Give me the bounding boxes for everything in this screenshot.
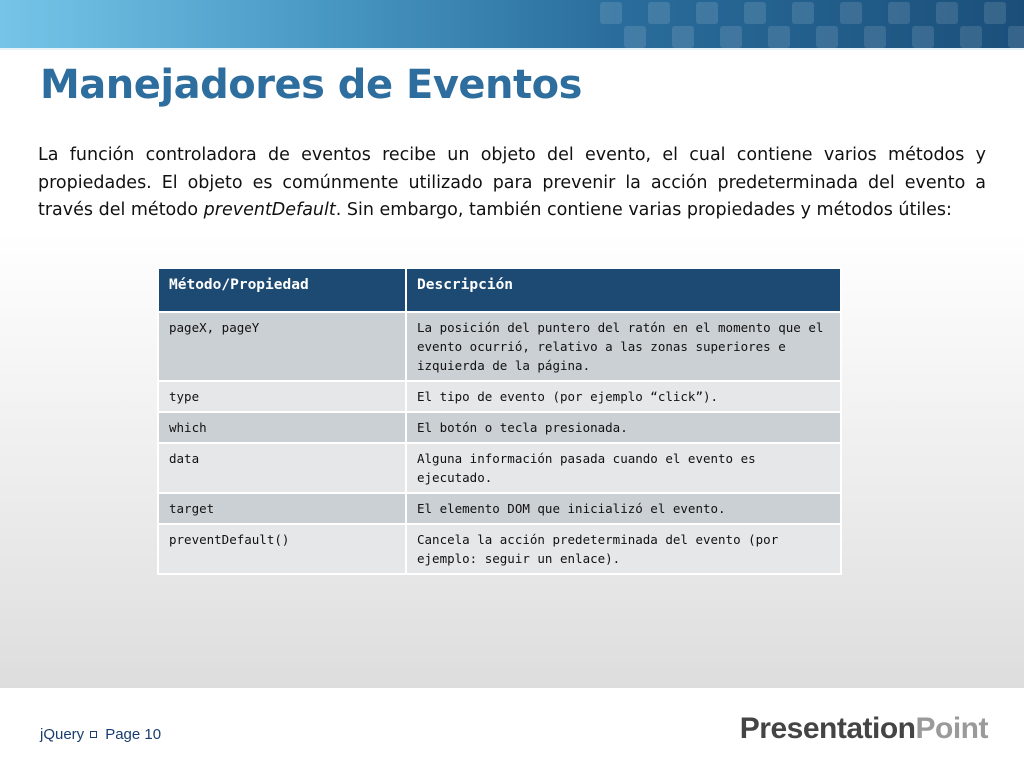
intro-paragraph: [38, 142, 986, 225]
decor-square: [672, 26, 694, 48]
table-row: [158, 381, 841, 412]
decor-square: [1008, 26, 1024, 48]
decor-square: [864, 26, 886, 48]
decor-square: [936, 2, 958, 24]
cell-description: El botón o tecla presionada.: [406, 412, 841, 443]
column-header-description: Descripción: [406, 268, 841, 312]
cell-description: Cancela la acción predeterminada del evento (por ejemplo: seguir un enlace).: [406, 524, 841, 574]
cell-method: target: [158, 493, 406, 524]
page-number: Page 10: [105, 726, 162, 743]
table-row: [158, 493, 841, 524]
table-row: [158, 312, 841, 381]
table-header-row: [158, 268, 841, 312]
decor-square: [696, 2, 718, 24]
table-row: [158, 412, 841, 443]
footer-section: jQuery: [40, 726, 85, 743]
cell-description: Alguna información pasada cuando el evento es ejecutado.: [406, 443, 841, 493]
table-row: [158, 524, 841, 574]
brand-logo-part-1: Presentation: [739, 712, 916, 745]
intro-text-start: La función controladora de eventos recibe un objeto del evento, el cual contiene varios métodos y propiedades. El objeto es comúnmente utilizado para prevenir la acción predeterminada del evento a través del método: [38, 145, 986, 220]
decor-square: [624, 26, 646, 48]
cell-method: which: [158, 412, 406, 443]
cell-method: type: [158, 381, 406, 412]
decor-square: [768, 26, 790, 48]
cell-description: El tipo de evento (por ejemplo “click”).: [406, 381, 841, 412]
event-properties-table: [157, 267, 842, 575]
column-header-method: Método/Propiedad: [158, 268, 406, 312]
slide-title: Manejadores de Eventos: [40, 62, 582, 108]
intro-text-end: . Sin embargo, también contiene varias propiedades y métodos útiles:: [335, 200, 952, 220]
intro-method-name: preventDefault: [203, 200, 336, 220]
decor-square: [960, 26, 982, 48]
decor-square: [720, 26, 742, 48]
decor-square: [744, 2, 766, 24]
decor-square: [816, 26, 838, 48]
decor-square: [840, 2, 862, 24]
banner-divider: [0, 48, 1024, 50]
footer-info: [40, 726, 161, 743]
table-row: [158, 443, 841, 493]
cell-method: preventDefault(): [158, 524, 406, 574]
cell-method: data: [158, 443, 406, 493]
decor-square: [984, 2, 1006, 24]
brand-logo-part-2: Point: [915, 712, 988, 745]
decor-square: [648, 2, 670, 24]
top-banner: [0, 0, 1024, 50]
square-bullet-icon: [90, 731, 97, 738]
decor-square: [888, 2, 910, 24]
decor-square: [600, 2, 622, 24]
decor-square: [792, 2, 814, 24]
cell-description: El elemento DOM que inicializó el evento.: [406, 493, 841, 524]
decor-square: [912, 26, 934, 48]
brand-logo: [740, 712, 988, 746]
cell-method: pageX, pageY: [158, 312, 406, 381]
cell-description: La posición del puntero del ratón en el momento que el evento ocurrió, relativo a las zonas superiores e izquierda de la página.: [406, 312, 841, 381]
